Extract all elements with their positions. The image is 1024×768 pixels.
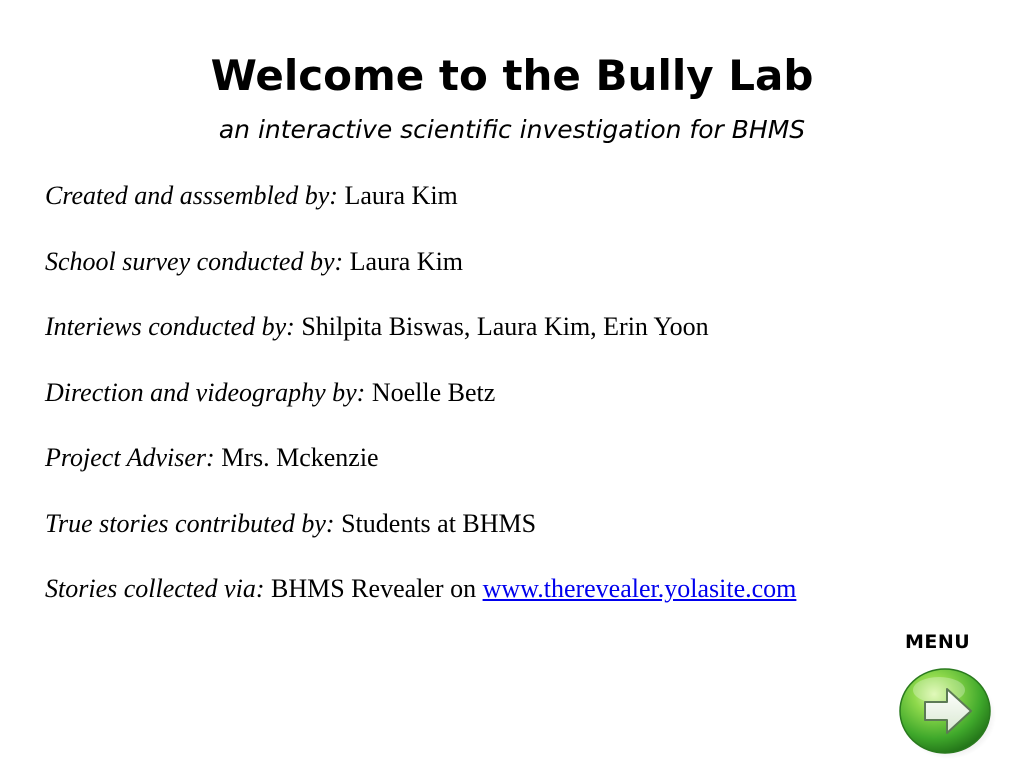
menu-label: MENU: [905, 631, 971, 653]
credit-role: Created and asssembled by:: [45, 181, 338, 210]
credit-created-by: [45, 176, 1005, 216]
credit-names: Noelle Betz: [371, 377, 496, 407]
page-title: Welcome to the Bully Lab: [210, 51, 814, 100]
credit-collected: [45, 569, 1005, 609]
credits-list: [45, 176, 1005, 635]
credit-role: School survey conducted by:: [45, 246, 344, 276]
credit-survey: [45, 242, 1005, 282]
credit-stories: [45, 504, 1005, 544]
arrow-right-icon: [895, 664, 997, 760]
credit-adviser: [45, 438, 1005, 478]
credit-role: Direction and videography by:: [45, 377, 366, 407]
page-subtitle: an interactive scientific investigation for BHMS: [218, 115, 806, 144]
credit-role: Interiews conducted by:: [45, 312, 295, 341]
credit-interviews: [45, 307, 1005, 347]
credit-role: Project Adviser:: [45, 443, 215, 472]
credit-direction: [45, 373, 1005, 413]
credit-names: Laura Kim: [349, 246, 464, 276]
credit-names: Shilpita Biswas, Laura Kim, Erin Yoon: [301, 312, 709, 341]
credit-names: Mrs. Mckenzie: [221, 443, 379, 472]
credit-names: BHMS Revealer on: [270, 574, 477, 603]
credit-names: Laura Kim: [344, 181, 458, 210]
revealer-site-link[interactable]: www.therevealer.yolasite.com: [482, 574, 797, 603]
next-button[interactable]: [895, 664, 997, 760]
credit-role: Stories collected via:: [45, 574, 265, 603]
credit-role: True stories contributed by:: [45, 508, 335, 538]
credit-names: Students at BHMS: [341, 508, 537, 538]
